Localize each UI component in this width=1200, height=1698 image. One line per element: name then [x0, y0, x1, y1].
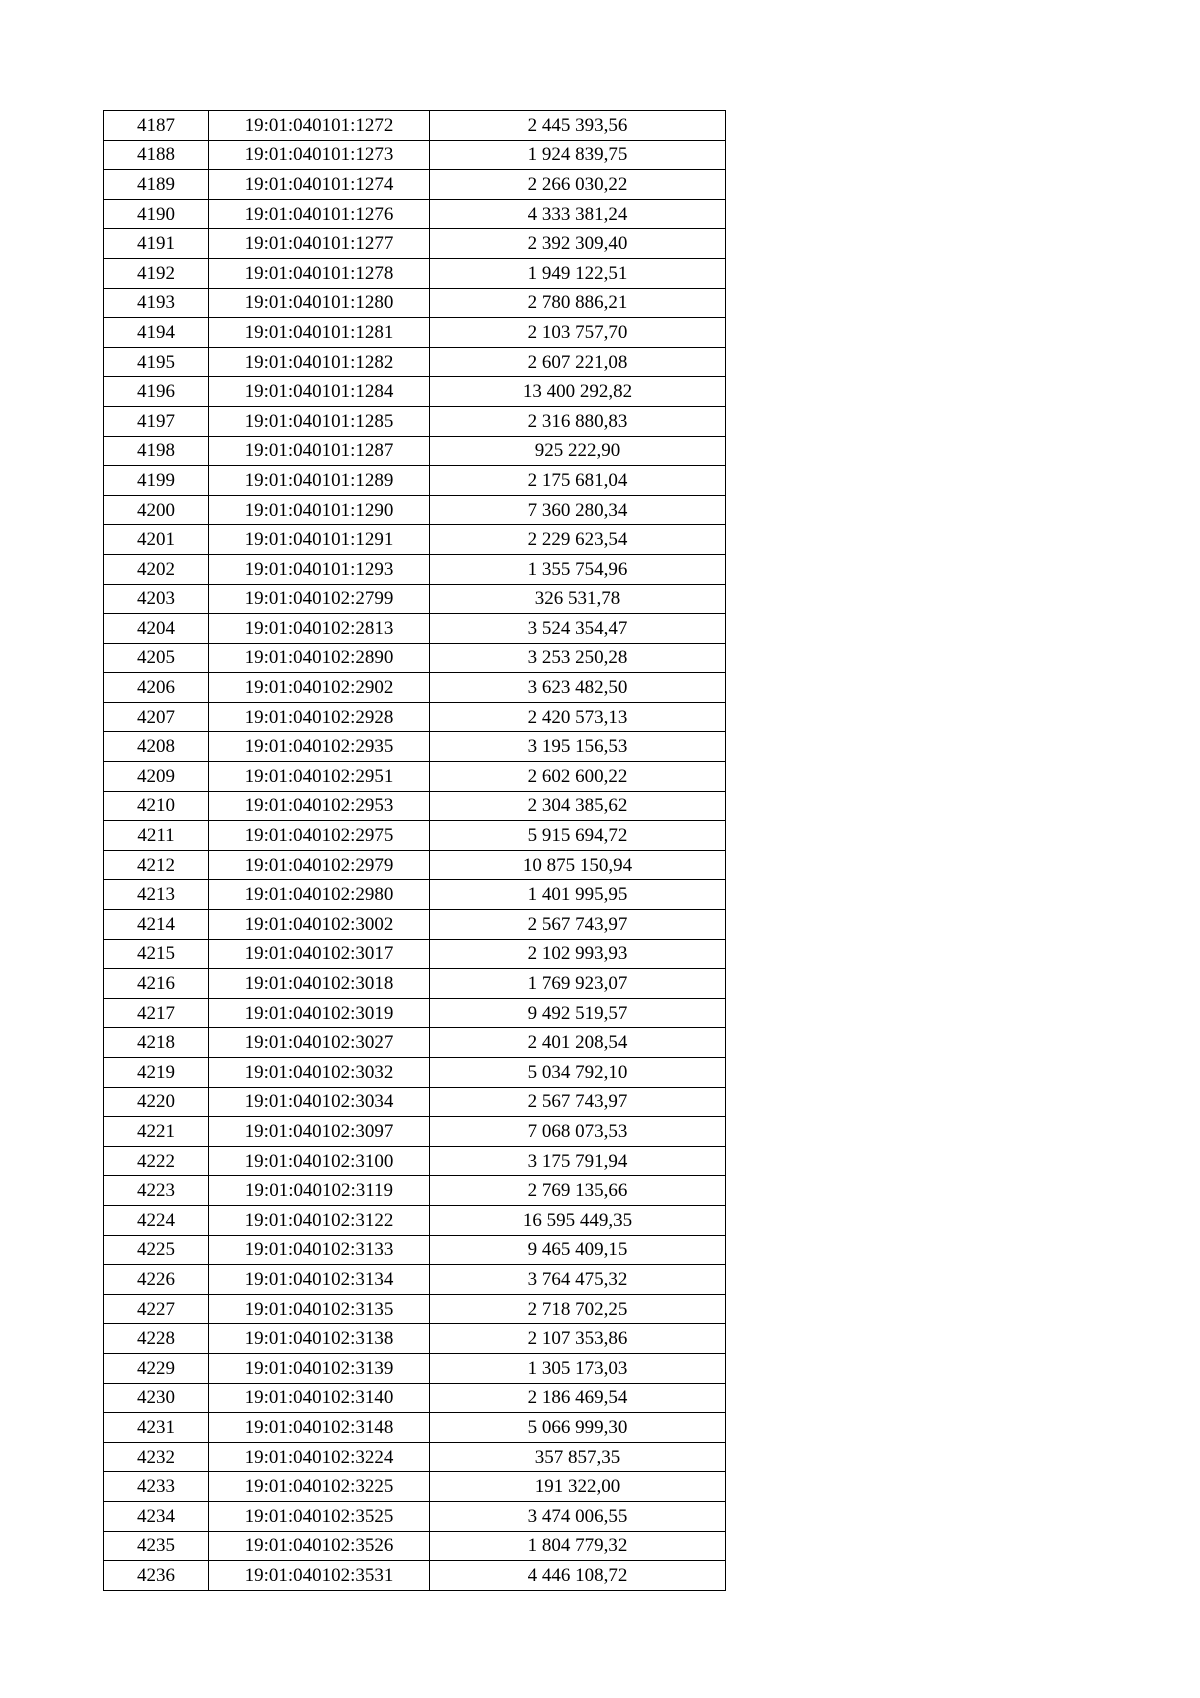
- cadastral-number-cell: 19:01:040102:2890: [209, 643, 430, 673]
- row-number-cell: 4211: [104, 821, 209, 851]
- table-row: [104, 584, 726, 614]
- table-row: [104, 1383, 726, 1413]
- row-number-cell: 4200: [104, 495, 209, 525]
- table-row: [104, 614, 726, 644]
- cadastral-number-cell: 19:01:040102:3139: [209, 1353, 430, 1383]
- row-number-cell: 4187: [104, 111, 209, 141]
- table-row: [104, 850, 726, 880]
- row-number-cell: 4220: [104, 1087, 209, 1117]
- table-row: [104, 495, 726, 525]
- cadastral-value-cell: 10 875 150,94: [430, 850, 726, 880]
- cadastral-value-cell: 3 474 006,55: [430, 1501, 726, 1531]
- table-row: [104, 525, 726, 555]
- table-row: [104, 1265, 726, 1295]
- cadastral-number-cell: 19:01:040102:3148: [209, 1413, 430, 1443]
- table-row: [104, 466, 726, 496]
- row-number-cell: 4221: [104, 1117, 209, 1147]
- table-row: [104, 880, 726, 910]
- table-row: [104, 732, 726, 762]
- cadastral-value-cell: 2 103 757,70: [430, 318, 726, 348]
- row-number-cell: 4197: [104, 406, 209, 436]
- cadastral-value-cell: 2 567 743,97: [430, 1087, 726, 1117]
- cadastral-value-cell: 5 915 694,72: [430, 821, 726, 851]
- table-row: [104, 554, 726, 584]
- cadastral-number-cell: 19:01:040102:2902: [209, 673, 430, 703]
- cadastral-number-cell: 19:01:040102:3224: [209, 1442, 430, 1472]
- table-row: [104, 1561, 726, 1591]
- cadastral-value-cell: 2 420 573,13: [430, 702, 726, 732]
- cadastral-number-cell: 19:01:040102:2799: [209, 584, 430, 614]
- cadastral-number-cell: 19:01:040101:1280: [209, 288, 430, 318]
- table-row: [104, 762, 726, 792]
- cadastral-number-cell: 19:01:040101:1291: [209, 525, 430, 555]
- table-row: [104, 347, 726, 377]
- row-number-cell: 4204: [104, 614, 209, 644]
- cadastral-value-cell: 2 186 469,54: [430, 1383, 726, 1413]
- cadastral-value-cell: 2 304 385,62: [430, 791, 726, 821]
- row-number-cell: 4212: [104, 850, 209, 880]
- row-number-cell: 4203: [104, 584, 209, 614]
- cadastral-value-cell: 3 524 354,47: [430, 614, 726, 644]
- cadastral-value-cell: 1 949 122,51: [430, 258, 726, 288]
- row-number-cell: 4195: [104, 347, 209, 377]
- table-row: [104, 1353, 726, 1383]
- cadastral-number-cell: 19:01:040102:3002: [209, 910, 430, 940]
- cadastral-number-cell: 19:01:040102:3027: [209, 1028, 430, 1058]
- table-row: [104, 1324, 726, 1354]
- table-body: [104, 111, 726, 1591]
- cadastral-number-cell: 19:01:040102:2935: [209, 732, 430, 762]
- cadastral-value-cell: 2 266 030,22: [430, 170, 726, 200]
- row-number-cell: 4196: [104, 377, 209, 407]
- cadastral-number-cell: 19:01:040102:2928: [209, 702, 430, 732]
- cadastral-value-cell: 5 066 999,30: [430, 1413, 726, 1443]
- table-row: [104, 111, 726, 141]
- cadastral-number-cell: 19:01:040102:3032: [209, 1058, 430, 1088]
- cadastral-number-cell: 19:01:040101:1287: [209, 436, 430, 466]
- table-row: [104, 1501, 726, 1531]
- row-number-cell: 4217: [104, 998, 209, 1028]
- table-row: [104, 1235, 726, 1265]
- cadastral-value-cell: 191 322,00: [430, 1472, 726, 1502]
- table-row: [104, 969, 726, 999]
- row-number-cell: 4209: [104, 762, 209, 792]
- row-number-cell: 4207: [104, 702, 209, 732]
- cadastral-number-cell: 19:01:040102:3531: [209, 1561, 430, 1591]
- cadastral-number-cell: 19:01:040102:3017: [209, 939, 430, 969]
- cadastral-value-cell: 4 446 108,72: [430, 1561, 726, 1591]
- table-row: [104, 229, 726, 259]
- row-number-cell: 4188: [104, 140, 209, 170]
- row-number-cell: 4213: [104, 880, 209, 910]
- cadastral-number-cell: 19:01:040101:1290: [209, 495, 430, 525]
- row-number-cell: 4191: [104, 229, 209, 259]
- cadastral-value-table: [103, 110, 726, 1591]
- table-row: [104, 258, 726, 288]
- table-row: [104, 377, 726, 407]
- row-number-cell: 4230: [104, 1383, 209, 1413]
- table-row: [104, 1442, 726, 1472]
- row-number-cell: 4214: [104, 910, 209, 940]
- cadastral-value-cell: 1 769 923,07: [430, 969, 726, 999]
- cadastral-number-cell: 19:01:040102:2979: [209, 850, 430, 880]
- cadastral-number-cell: 19:01:040102:3133: [209, 1235, 430, 1265]
- row-number-cell: 4208: [104, 732, 209, 762]
- cadastral-number-cell: 19:01:040102:3018: [209, 969, 430, 999]
- cadastral-value-cell: 2 780 886,21: [430, 288, 726, 318]
- cadastral-value-cell: 2 102 993,93: [430, 939, 726, 969]
- cadastral-number-cell: 19:01:040102:3019: [209, 998, 430, 1028]
- table-row: [104, 436, 726, 466]
- row-number-cell: 4227: [104, 1294, 209, 1324]
- row-number-cell: 4206: [104, 673, 209, 703]
- cadastral-number-cell: 19:01:040102:2951: [209, 762, 430, 792]
- row-number-cell: 4215: [104, 939, 209, 969]
- row-number-cell: 4226: [104, 1265, 209, 1295]
- cadastral-value-cell: 357 857,35: [430, 1442, 726, 1472]
- row-number-cell: 4219: [104, 1058, 209, 1088]
- row-number-cell: 4223: [104, 1176, 209, 1206]
- cadastral-value-cell: 2 392 309,40: [430, 229, 726, 259]
- cadastral-value-cell: 2 401 208,54: [430, 1028, 726, 1058]
- cadastral-value-cell: 2 718 702,25: [430, 1294, 726, 1324]
- table-row: [104, 821, 726, 851]
- table-row: [104, 791, 726, 821]
- cadastral-value-cell: 7 068 073,53: [430, 1117, 726, 1147]
- table-row: [104, 140, 726, 170]
- cadastral-number-cell: 19:01:040101:1285: [209, 406, 430, 436]
- table-row: [104, 939, 726, 969]
- cadastral-value-cell: 2 316 880,83: [430, 406, 726, 436]
- cadastral-number-cell: 19:01:040102:3122: [209, 1205, 430, 1235]
- table-row: [104, 1531, 726, 1561]
- table-row: [104, 702, 726, 732]
- cadastral-number-cell: 19:01:040102:3138: [209, 1324, 430, 1354]
- cadastral-value-cell: 9 492 519,57: [430, 998, 726, 1028]
- row-number-cell: 4202: [104, 554, 209, 584]
- cadastral-number-cell: 19:01:040102:3525: [209, 1501, 430, 1531]
- table-row: [104, 1294, 726, 1324]
- cadastral-value-cell: 1 355 754,96: [430, 554, 726, 584]
- cadastral-value-cell: 1 305 173,03: [430, 1353, 726, 1383]
- row-number-cell: 4192: [104, 258, 209, 288]
- cadastral-value-cell: 2 602 600,22: [430, 762, 726, 792]
- table-row: [104, 199, 726, 229]
- row-number-cell: 4229: [104, 1353, 209, 1383]
- cadastral-number-cell: 19:01:040102:2980: [209, 880, 430, 910]
- row-number-cell: 4224: [104, 1205, 209, 1235]
- cadastral-number-cell: 19:01:040101:1273: [209, 140, 430, 170]
- cadastral-number-cell: 19:01:040102:2953: [209, 791, 430, 821]
- table-row: [104, 1117, 726, 1147]
- table-row: [104, 1028, 726, 1058]
- row-number-cell: 4232: [104, 1442, 209, 1472]
- cadastral-number-cell: 19:01:040101:1293: [209, 554, 430, 584]
- cadastral-value-cell: 2 607 221,08: [430, 347, 726, 377]
- row-number-cell: 4216: [104, 969, 209, 999]
- cadastral-number-cell: 19:01:040101:1276: [209, 199, 430, 229]
- cadastral-number-cell: 19:01:040102:3100: [209, 1146, 430, 1176]
- cadastral-number-cell: 19:01:040102:3526: [209, 1531, 430, 1561]
- row-number-cell: 4193: [104, 288, 209, 318]
- cadastral-number-cell: 19:01:040102:2813: [209, 614, 430, 644]
- table-row: [104, 1146, 726, 1176]
- row-number-cell: 4210: [104, 791, 209, 821]
- cadastral-value-cell: 3 175 791,94: [430, 1146, 726, 1176]
- cadastral-number-cell: 19:01:040102:2975: [209, 821, 430, 851]
- cadastral-value-cell: 4 333 381,24: [430, 199, 726, 229]
- cadastral-value-cell: 2 175 681,04: [430, 466, 726, 496]
- table-row: [104, 1413, 726, 1443]
- cadastral-value-cell: 1 401 995,95: [430, 880, 726, 910]
- row-number-cell: 4194: [104, 318, 209, 348]
- cadastral-value-cell: 13 400 292,82: [430, 377, 726, 407]
- row-number-cell: 4233: [104, 1472, 209, 1502]
- cadastral-number-cell: 19:01:040101:1282: [209, 347, 430, 377]
- cadastral-number-cell: 19:01:040101:1284: [209, 377, 430, 407]
- cadastral-value-cell: 3 623 482,50: [430, 673, 726, 703]
- row-number-cell: 4225: [104, 1235, 209, 1265]
- cadastral-value-cell: 9 465 409,15: [430, 1235, 726, 1265]
- cadastral-number-cell: 19:01:040102:3119: [209, 1176, 430, 1206]
- table-row: [104, 1087, 726, 1117]
- row-number-cell: 4190: [104, 199, 209, 229]
- cadastral-value-cell: 2 769 135,66: [430, 1176, 726, 1206]
- cadastral-value-cell: 7 360 280,34: [430, 495, 726, 525]
- table-row: [104, 1472, 726, 1502]
- cadastral-number-cell: 19:01:040102:3135: [209, 1294, 430, 1324]
- table-row: [104, 170, 726, 200]
- row-number-cell: 4218: [104, 1028, 209, 1058]
- cadastral-value-cell: 1 804 779,32: [430, 1531, 726, 1561]
- cadastral-number-cell: 19:01:040101:1277: [209, 229, 430, 259]
- row-number-cell: 4222: [104, 1146, 209, 1176]
- row-number-cell: 4236: [104, 1561, 209, 1591]
- cadastral-number-cell: 19:01:040102:3140: [209, 1383, 430, 1413]
- cadastral-value-cell: 3 764 475,32: [430, 1265, 726, 1295]
- cadastral-number-cell: 19:01:040102:3134: [209, 1265, 430, 1295]
- cadastral-number-cell: 19:01:040102:3034: [209, 1087, 430, 1117]
- cadastral-value-cell: 5 034 792,10: [430, 1058, 726, 1088]
- row-number-cell: 4189: [104, 170, 209, 200]
- row-number-cell: 4199: [104, 466, 209, 496]
- cadastral-value-cell: 3 253 250,28: [430, 643, 726, 673]
- table-row: [104, 1176, 726, 1206]
- table-row: [104, 643, 726, 673]
- row-number-cell: 4235: [104, 1531, 209, 1561]
- table-row: [104, 406, 726, 436]
- table-row: [104, 673, 726, 703]
- cadastral-number-cell: 19:01:040101:1274: [209, 170, 430, 200]
- cadastral-value-cell: 3 195 156,53: [430, 732, 726, 762]
- table-row: [104, 1205, 726, 1235]
- cadastral-value-cell: 2 567 743,97: [430, 910, 726, 940]
- table-row: [104, 288, 726, 318]
- cadastral-number-cell: 19:01:040101:1278: [209, 258, 430, 288]
- cadastral-number-cell: 19:01:040102:3097: [209, 1117, 430, 1147]
- row-number-cell: 4228: [104, 1324, 209, 1354]
- row-number-cell: 4205: [104, 643, 209, 673]
- row-number-cell: 4198: [104, 436, 209, 466]
- cadastral-value-cell: 2 229 623,54: [430, 525, 726, 555]
- cadastral-value-cell: 326 531,78: [430, 584, 726, 614]
- row-number-cell: 4201: [104, 525, 209, 555]
- cadastral-number-cell: 19:01:040102:3225: [209, 1472, 430, 1502]
- table-row: [104, 318, 726, 348]
- table-row: [104, 1058, 726, 1088]
- cadastral-value-cell: 16 595 449,35: [430, 1205, 726, 1235]
- row-number-cell: 4231: [104, 1413, 209, 1443]
- cadastral-value-cell: 2 107 353,86: [430, 1324, 726, 1354]
- table-row: [104, 998, 726, 1028]
- cadastral-number-cell: 19:01:040101:1289: [209, 466, 430, 496]
- cadastral-value-cell: 2 445 393,56: [430, 111, 726, 141]
- cadastral-value-cell: 925 222,90: [430, 436, 726, 466]
- cadastral-number-cell: 19:01:040101:1272: [209, 111, 430, 141]
- row-number-cell: 4234: [104, 1501, 209, 1531]
- cadastral-number-cell: 19:01:040101:1281: [209, 318, 430, 348]
- cadastral-value-cell: 1 924 839,75: [430, 140, 726, 170]
- table-row: [104, 910, 726, 940]
